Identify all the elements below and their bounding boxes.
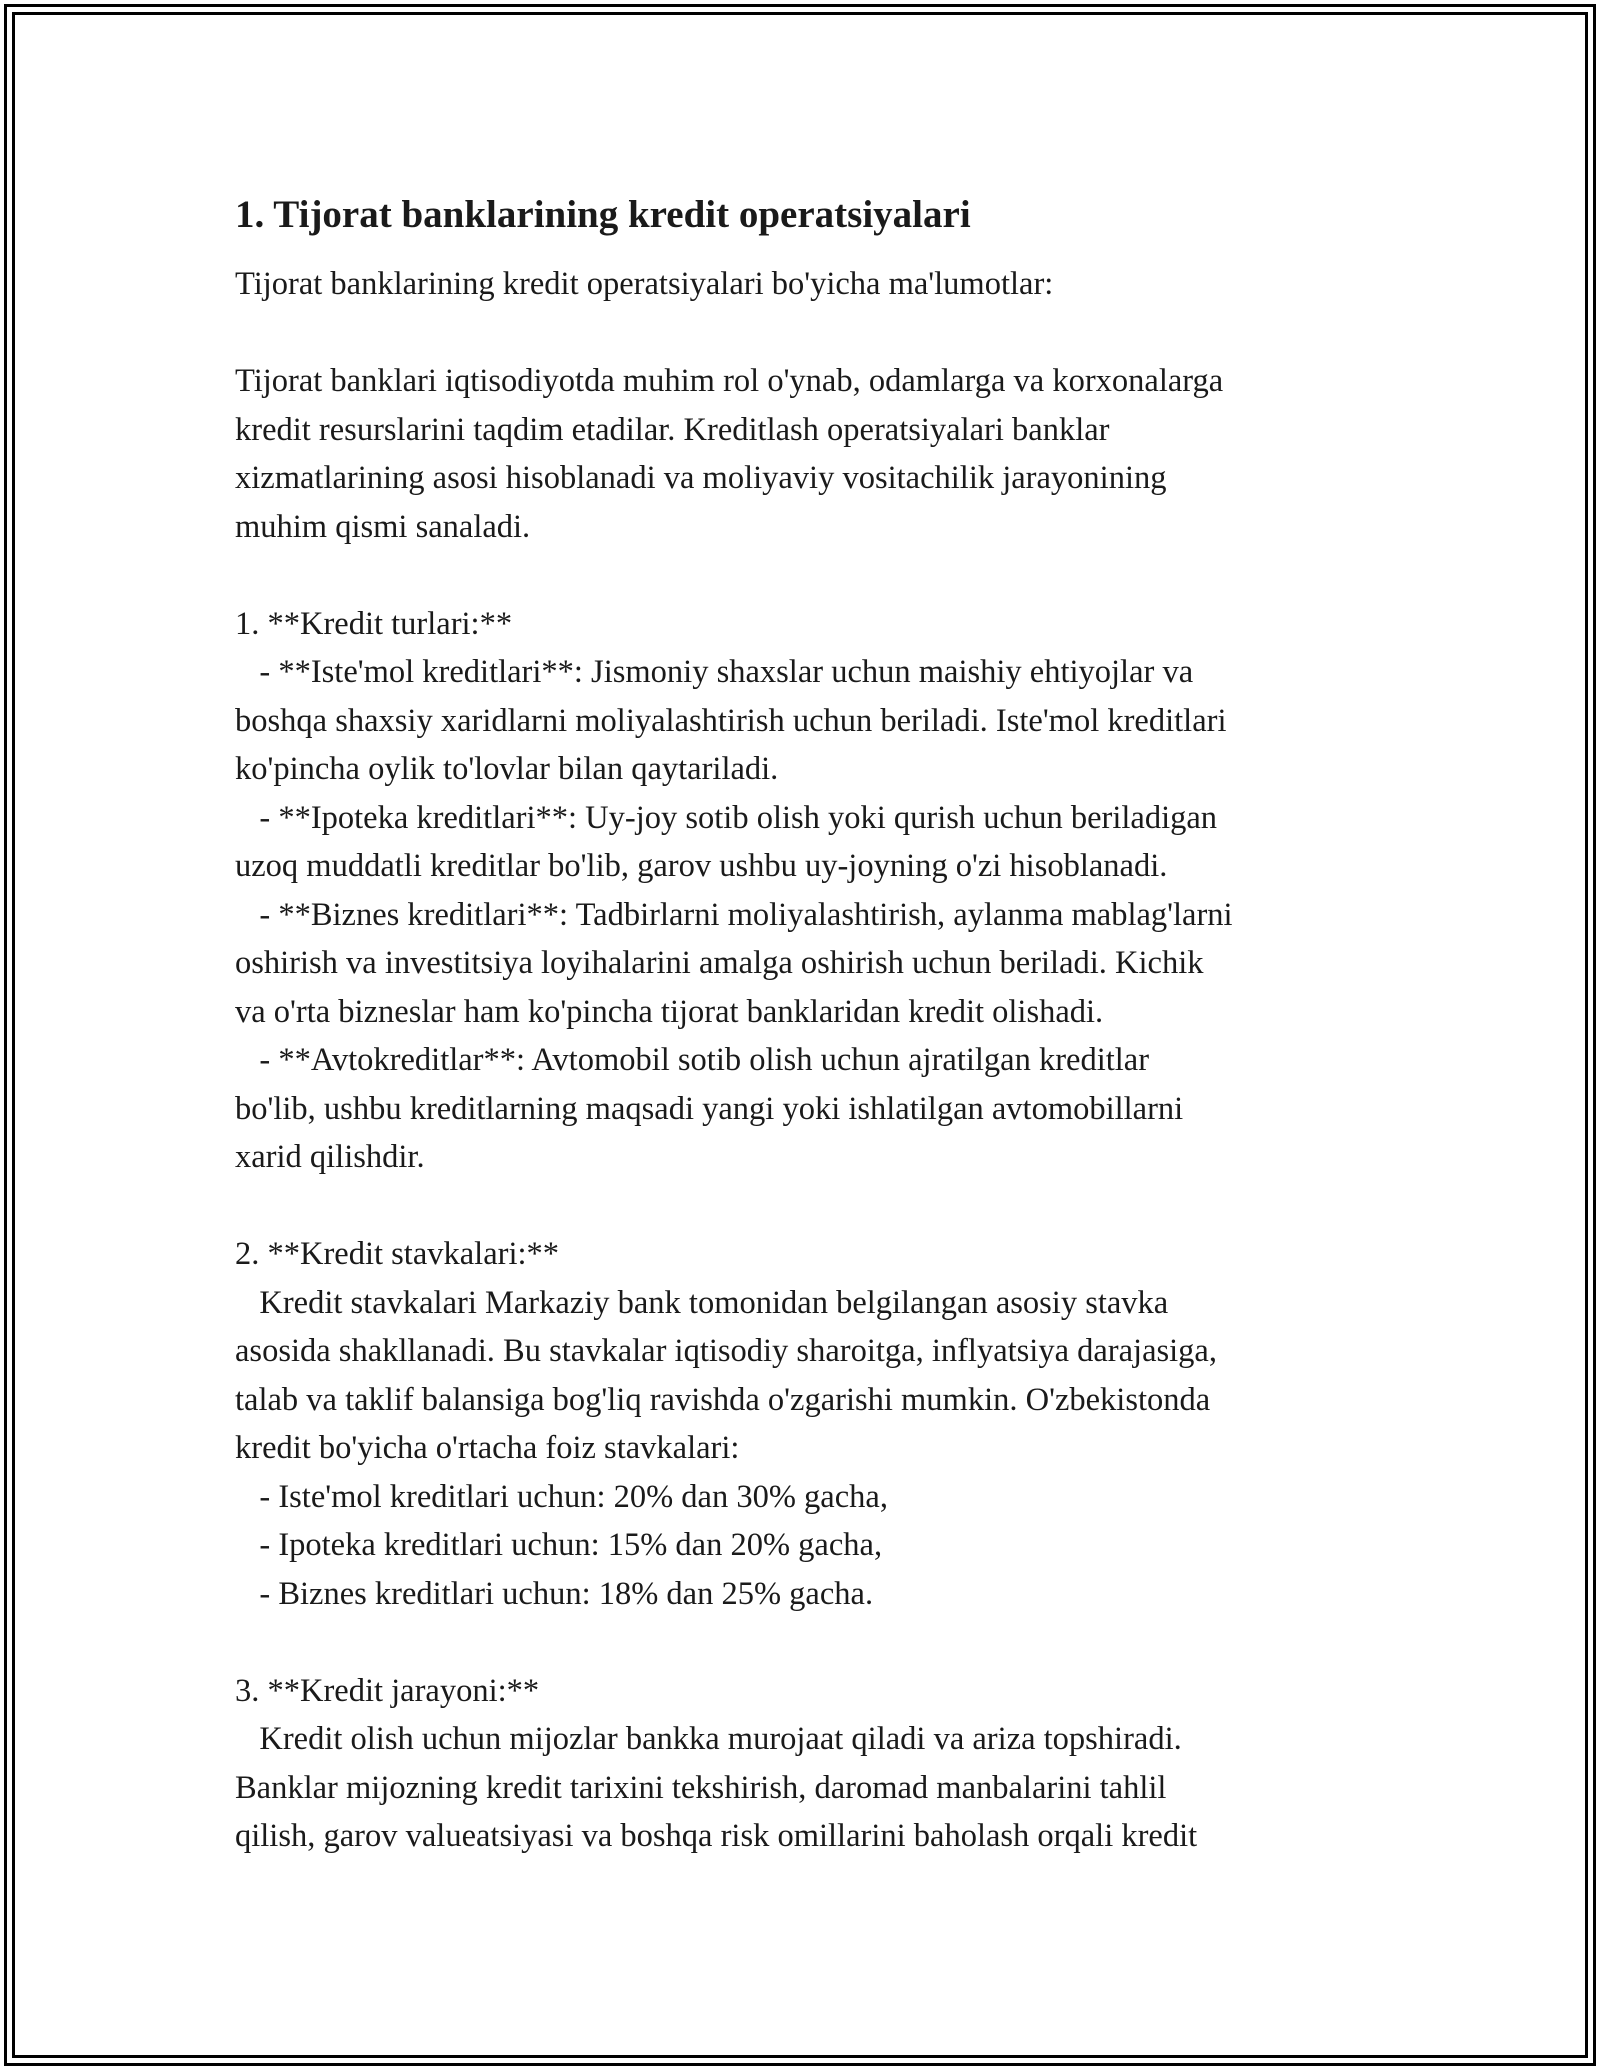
document-content [235,188,1375,1861]
document-body: Tijorat banklarining kredit operatsiyalari bo'yicha ma'lumotlar: Tijorat banklari iqtisodiyotda muhim rol o'ynab, odamlarga va korxonalarga kredit resurslarini taqdim etadilar. Kreditlash operatsiyalari banklar xizmatlarining asosi hisoblanadi va moliyaviy vositachilik jarayonining muhim qismi sanaladi. 1. **Kredit turlari:** - **Iste'mol kreditlari**: Jismoniy shaxslar uchun maishiy ehtiyojlar va boshqa shaxsiy xaridlarni moliyalashtirish uchun beriladi. Iste'mol kreditlari ko'pincha oylik to'lovlar bilan qaytariladi. - **Ipoteka kreditlari**: Uy-joy sotib olish yoki qurish uchun beriladigan uzoq muddatli kreditlar bo'lib, garov ushbu uy-joyning o'zi hisoblanadi. - **Biznes kreditlari**: Tadbirlarni moliyalashtirish, aylanma mablag'larni oshirish va investitsiya loyihalarini amalga oshirish uchun beriladi. Kichik va o'rta bizneslar ham ko'pincha tijorat banklaridan kredit olishadi. - **Avtokreditlar**: Avtomobil sotib olish uchun ajratilgan kreditlar bo'lib, ushbu kreditlarning maqsadi yangi yoki ishlatilgan avtomobillarni xarid qilishdir. 2. **Kredit stavkalari:** Kredit stavkalari Markaziy bank tomonidan belgilangan asosiy stavka asosida shakllanadi. Bu stavkalar iqtisodiy sharoitga, inflyatsiya darajasiga, talab va taklif balansiga bog'liq ravishda o'zgarishi mumkin. O'zbekistonda kredit bo'yicha o'rtacha foiz stavkalari: - Iste'mol kreditlari uchun: 20% dan 30% gacha, - Ipoteka kreditlari uchun: 15% dan 20% gacha, - Biznes kreditlari uchun: 18% dan 25% gacha. 3. **Kredit jarayoni:** Kredit olish uchun mijozlar bankka murojaat qiladi va ariza topshiradi. Banklar mijozning kredit tarixini tekshirish, daromad manbalarini tahlil qilish, garov valueatsiyasi va boshqa risk omillarini baholash orqali kredit [235,266,1233,1854]
document-title: 1. Tijorat banklarining kredit operatsiyalari [235,193,971,236]
